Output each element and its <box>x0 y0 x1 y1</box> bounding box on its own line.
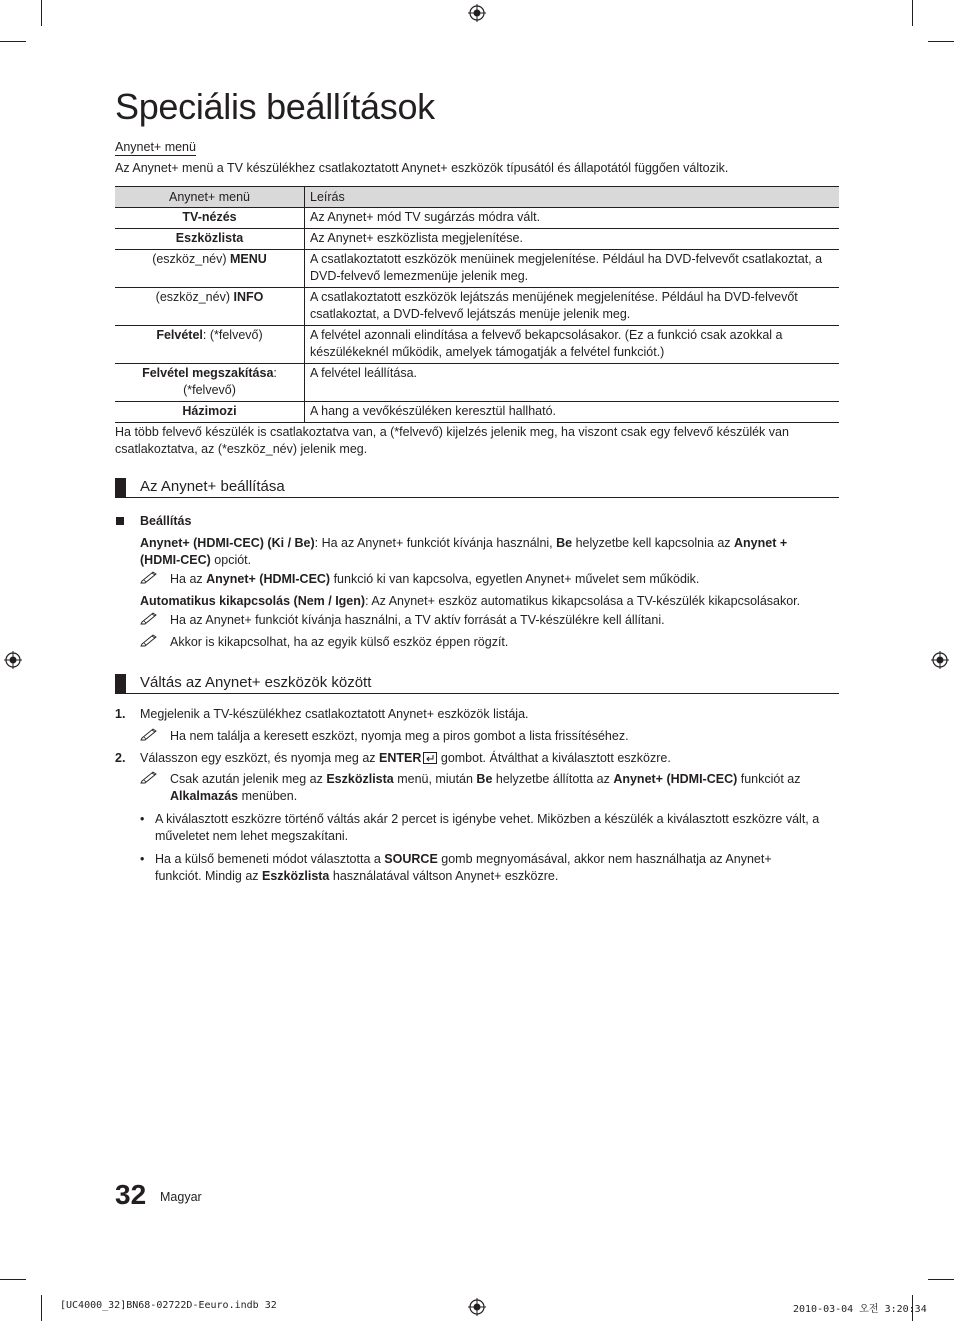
setting-anynet-hdmi-cec: Anynet+ (HDMI-CEC) (Ki / Be): Ha az Anynet+ funkciót kívánja használni, Be helyzetbe kell kapcsolnia az Anynet + (HDMI-CEC) opciót. <box>140 536 788 567</box>
table-row <box>115 326 839 364</box>
description-cell: Az Anynet+ eszközlista megjelenítése. <box>305 229 840 250</box>
table-row <box>115 208 839 229</box>
registration-mark-icon <box>4 651 22 669</box>
intro-text: Az Anynet+ menü a TV készülékhez csatlakoztatott Anynet+ eszközök típusától és állapotától függően változik. <box>115 161 729 175</box>
section-heading <box>115 477 839 498</box>
section-title: Váltás az Anynet+ eszközök között <box>140 674 372 691</box>
pencil-note-icon <box>140 611 158 625</box>
crop-mark <box>912 0 913 26</box>
table-row <box>115 250 839 288</box>
bullet-text: Ha a külső bemeneti módot választotta a SOURCE gomb megnyomásával, akkor nem használhatja az Anynet+ funkciót. Mindig az Eszközlista használatával váltson Anynet+ eszközre. <box>155 852 772 883</box>
menu-name: Eszközlista <box>175 231 244 245</box>
registration-mark-icon <box>468 4 486 22</box>
menu-name: Felvétel megszakítása <box>142 366 274 380</box>
table-row <box>115 229 839 250</box>
menu-cell <box>115 326 305 364</box>
menu-cell <box>115 288 305 326</box>
pencil-note-icon <box>140 633 158 647</box>
crop-mark <box>928 1279 954 1280</box>
table-header-row <box>115 187 839 208</box>
bullet-title: Beállítás <box>140 514 192 528</box>
description-cell: A felvétel leállítása. <box>305 364 840 402</box>
menu-cell <box>115 208 305 229</box>
crop-mark <box>0 1279 26 1280</box>
step-number: 1. <box>115 707 126 721</box>
description-cell: A csatlakoztatott eszközök menüinek megjelenítése. Például ha DVD-felvevőt csatlakoztat, a DVD-felvevő lemezmenüje jelenik meg. <box>305 250 840 288</box>
language-label: Magyar <box>160 1190 202 1204</box>
description-cell: A csatlakoztatott eszközök lejátszás menüjének megjelenítése. Például ha DVD-felvevőt csatlakoztat, a DVD-felvevő lejátszás menüje jelenik meg. <box>305 288 840 326</box>
anynet-menu-table <box>115 186 839 423</box>
step-text: Megjelenik a TV-készülékhez csatlakoztatott Anynet+ eszközök listája. <box>140 707 529 721</box>
pencil-note-icon <box>140 770 158 784</box>
subheading: Anynet+ menü <box>115 140 196 154</box>
note-text: Ha nem találja a keresett eszközt, nyomja meg a piros gombot a lista frissítéséhez. <box>170 729 629 743</box>
note-text: Akkor is kikapcsolhat, ha az egyik külső eszköz éppen rögzít. <box>170 635 509 649</box>
menu-name: INFO <box>233 290 264 304</box>
description-cell: Az Anynet+ mód TV sugárzás módra vált. <box>305 208 840 229</box>
menu-prefix: (eszköz_név) <box>155 290 234 304</box>
pencil-note-icon <box>140 570 158 584</box>
description-cell: A hang a vevőkészüléken keresztül hallható. <box>305 402 840 423</box>
menu-cell <box>115 402 305 423</box>
page-title: Speciális beállítások <box>115 86 435 127</box>
menu-name: Házimozi <box>182 404 237 418</box>
bullet-dot: • <box>140 852 145 866</box>
crop-mark <box>0 41 26 42</box>
print-slug-left: [UC4000_32]BN68-02722D-Eeuro.indb 32 <box>60 1300 277 1311</box>
bullet-dot: • <box>140 812 145 826</box>
menu-cell <box>115 250 305 288</box>
setting-auto-off: Automatikus kikapcsolás (Nem / Igen): Az Anynet+ eszköz automatikus kikapcsolása a TV-készülék kikapcsolásakor. <box>140 594 801 608</box>
description-cell: A felvétel azonnali elindítása a felvevő bekapcsolásakor. (Ez a funkció csak azokkal a készülékeknél működik, amelyek támogatják a felvétel funkciót.) <box>305 326 840 364</box>
registration-mark-icon <box>468 1298 486 1316</box>
section-bar <box>115 674 126 694</box>
table-footnote: Ha több felvevő készülék is csatlakoztatva van, a (*felvevő) kijelzés jelenik meg, ha viszont csak egy felvevő készülék van csatlakoztatva, az (*eszköz_név) jelenik meg. <box>115 425 789 456</box>
menu-suffix: : (*felvevő) <box>183 366 277 397</box>
menu-prefix: (eszköz_név) <box>152 252 230 266</box>
enter-key-icon <box>423 752 437 764</box>
page-number: 32 <box>115 1179 147 1210</box>
menu-cell <box>115 229 305 250</box>
section-bar <box>115 478 126 498</box>
crop-mark <box>928 41 954 42</box>
note-text: Ha az Anynet+ funkciót kívánja használni, a TV aktív forrását a TV-készülékre kell állítani. <box>170 613 665 627</box>
table-row <box>115 288 839 326</box>
table-row <box>115 402 839 423</box>
step-text: Válasszon egy eszközt, és nyomja meg az ENTER gombot. Átválthat a kiválasztott eszközre. <box>140 751 671 765</box>
crop-mark <box>41 0 42 26</box>
section-title: Az Anynet+ beállítása <box>140 478 285 495</box>
step-number: 2. <box>115 751 126 765</box>
menu-cell <box>115 364 305 402</box>
menu-suffix: : (*felvevő) <box>202 328 263 342</box>
menu-name: TV-nézés <box>182 210 237 224</box>
note-text: Csak azután jelenik meg az Eszközlista menü, miután Be helyzetbe állította az Anynet+ (HDMI-CEC) funkciót az Alkalmazás menüben. <box>170 772 801 803</box>
column-header: Anynet+ menü <box>115 187 305 208</box>
registration-mark-icon <box>931 651 949 669</box>
section-heading <box>115 673 839 694</box>
pencil-note-icon <box>140 727 158 741</box>
note-text: Ha az Anynet+ (HDMI-CEC) funkció ki van kapcsolva, egyetlen Anynet+ művelet sem működik. <box>170 572 700 586</box>
bullet-square-icon <box>116 517 124 525</box>
column-header: Leírás <box>305 187 840 208</box>
bullet-text: A kiválasztott eszközre történő váltás akár 2 percet is igénybe vehet. Miközben a készülék a kiválasztott eszközre vált, a műveletet nem lehet megszakítani. <box>155 812 820 843</box>
table-row <box>115 364 839 402</box>
print-slug-right: 2010-03-04 오전 3:20:34 <box>793 1304 927 1315</box>
crop-mark <box>41 1295 42 1321</box>
menu-name: MENU <box>230 252 267 266</box>
menu-name: Felvétel <box>156 328 203 342</box>
